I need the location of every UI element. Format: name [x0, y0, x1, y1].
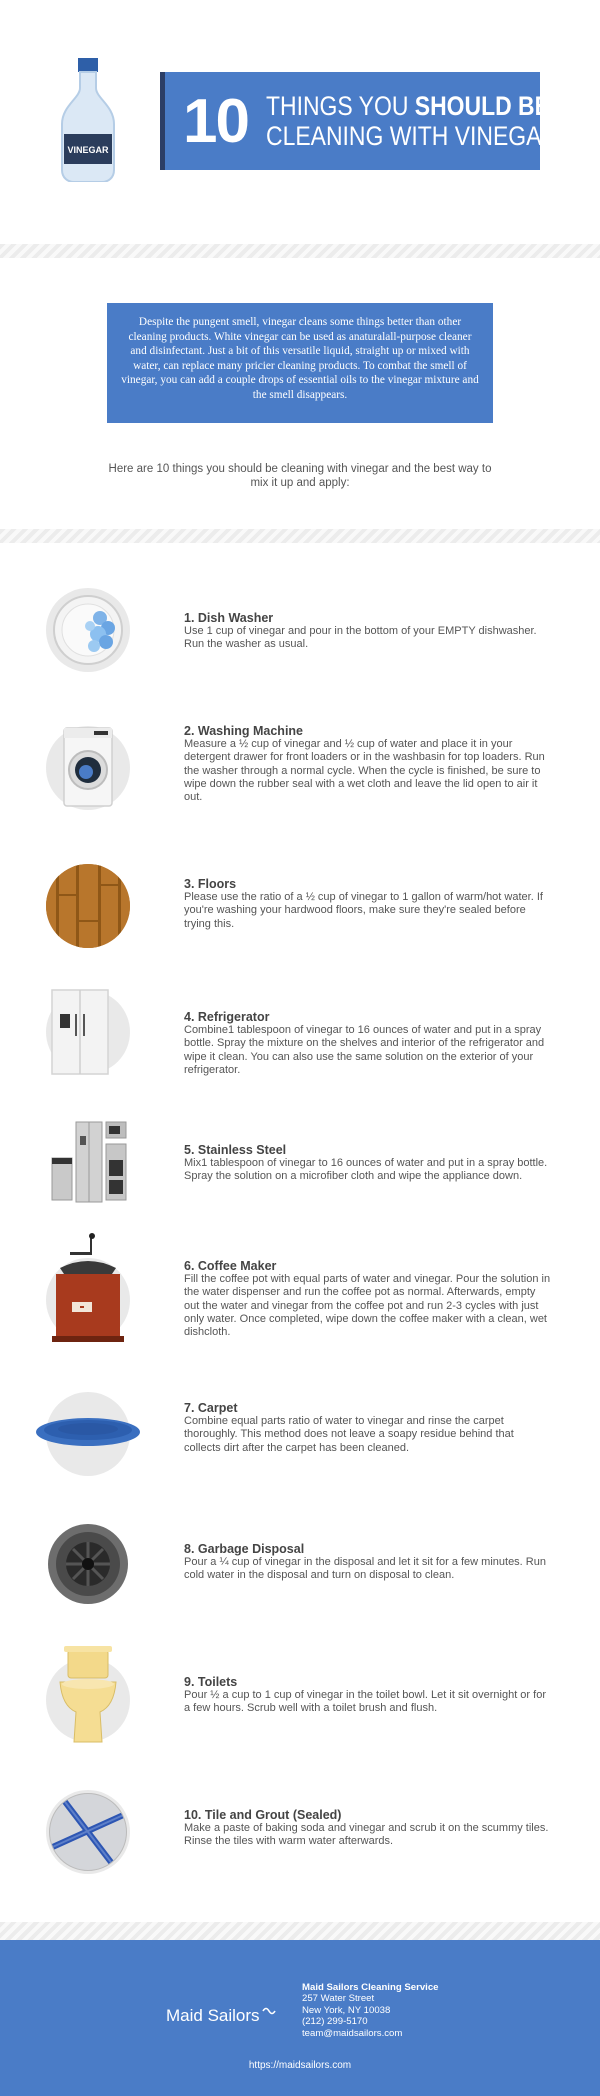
item-title: 1. Dish Washer [184, 611, 274, 625]
title-number: 10 [183, 86, 248, 156]
divider-stripe [0, 1922, 600, 1940]
title-banner [160, 72, 558, 170]
brand-logo: Maid Sailors [166, 2006, 260, 2025]
carpet-icon [46, 1392, 130, 1476]
item-title: 2. Washing Machine [184, 724, 304, 738]
item-title: 6. Coffee Maker [184, 1259, 277, 1273]
item-title: 5. Stainless Steel [184, 1143, 287, 1157]
item-desc: Pour a ¼ cup of vinegar in the disposal and let it sit for a few minutes. Run cold water in the disposal and turn on disposal to clean. [184, 1556, 546, 1582]
divider-stripe [0, 529, 600, 543]
intro-box: Despite the pungent smell, vinegar cleans some things better than other cleaning products. White vinegar can be used as anaturalall-purpose cleaner and disinfectant. Just a bit of this versatile liquid, straight up or mixed with water, can replace many pricier cleaning products. To combat the smell of vinegar, you can add a couple drops of essential oils to the vinegar mixture and the smell disappears. [107, 303, 493, 423]
item-title: 8. Garbage Disposal [184, 1542, 305, 1556]
title-line2: CLEANING WITH VINEGAR [265, 121, 558, 151]
item-desc: Mix1 tablespoon of vinegar to 16 ounces of water and put in a spray bottle. Spray the solution on a microfiber cloth and wipe the appliance down. [184, 1157, 548, 1183]
item-desc: Please use the ratio of a ½ cup of vinegar to 1 gallon of warm/hot water. If you're washing your hardwood floors, make sure they're sealed before trying this. [184, 891, 543, 930]
city-address: New York, NY 10038 [302, 2004, 391, 2016]
vinegar-bottle-icon [56, 58, 120, 182]
garbage-disposal-icon [46, 1522, 130, 1606]
dishwasher-icon [46, 588, 130, 672]
toilet-icon [46, 1658, 130, 1742]
intro-lead: Here are 10 things you should be cleaning with vinegar and the best way to mix it up and apply: [108, 463, 492, 489]
coffee-grinder-icon [46, 1258, 130, 1342]
stainless-appliances-icon [46, 1122, 130, 1206]
item-desc: Fill the coffee pot with equal parts of water and vinegar. Pour the solution in the water dispenser and run the coffee pot as normal. Afterwards, empty out the water and vinegar from the coffee pot and run 2-3 cycles with just only water. Once completed, wipe down the coffee maker with a clean, wet dishcloth. [184, 1273, 551, 1339]
street-address: 257 Water Street [302, 1993, 375, 2005]
item-desc: Make a paste of baking soda and vinegar and scrub it on the scummy tiles. Rinse the tiles with warm water afterwards. [184, 1822, 549, 1848]
item-title: 10. Tile and Grout (Sealed) [184, 1808, 342, 1822]
washing-machine-icon [46, 726, 130, 810]
title-line1-bold: SHOULD BE [414, 91, 550, 121]
phone-number[interactable]: (212) 299-5170 [302, 2016, 368, 2028]
item-desc: Pour ½ a cup to 1 cup of vinegar in the toilet bowl. Let it sit overnight or for a few hours. Scrub well with a toilet brush and flush. [184, 1689, 546, 1715]
item-desc: Combine equal parts ratio of water to vinegar and rinse the carpet thoroughly. This method does not leave a soapy residue behind that collects dirt after the carpet has been cleaned. [184, 1415, 514, 1454]
contact-block [302, 1982, 439, 2039]
item-desc: Measure a ½ cup of vinegar and ½ cup of water and place it in your detergent drawer for front loaders or in the washbasin for top loaders. Run the washer through a normal cycle. When the cycle is finished, be sure to wipe down the rubber seal with a wet cloth and leave the lid open to air it out. [184, 738, 545, 804]
wave-icon [262, 2004, 276, 2016]
page-title [266, 91, 558, 151]
company-name: Maid Sailors Cleaning Service [302, 1982, 439, 1993]
wood-floor-icon [46, 864, 130, 948]
tile-grout-icon [46, 1790, 130, 1874]
title-line1-prefix: THINGS YOU [265, 91, 415, 121]
divider-stripe [0, 244, 600, 258]
footer [0, 1940, 600, 2096]
bottle-label: VINEGAR [67, 145, 109, 155]
item-desc: Combine1 tablespoon of vinegar to 16 ounces of water and put in a spray bottle. Spray the mixture on the shelves and interior of the refrigerator and wipe it clean. You can also use the same solution on the exterior of your refrigerator. [184, 1024, 545, 1076]
item-desc: Use 1 cup of vinegar and pour in the bottom of your EMPTY dishwasher. Run the washer as usual. [184, 625, 537, 651]
item-title: 4. Refrigerator [184, 1010, 270, 1024]
website-link[interactable]: https://maidsailors.com [248, 2060, 352, 2071]
email-address[interactable]: team@maidsailors.com [302, 2027, 403, 2039]
item-title: 7. Carpet [184, 1401, 238, 1415]
item-title: 3. Floors [184, 877, 237, 891]
item-title: 9. Toilets [184, 1675, 238, 1689]
refrigerator-icon [46, 990, 130, 1074]
